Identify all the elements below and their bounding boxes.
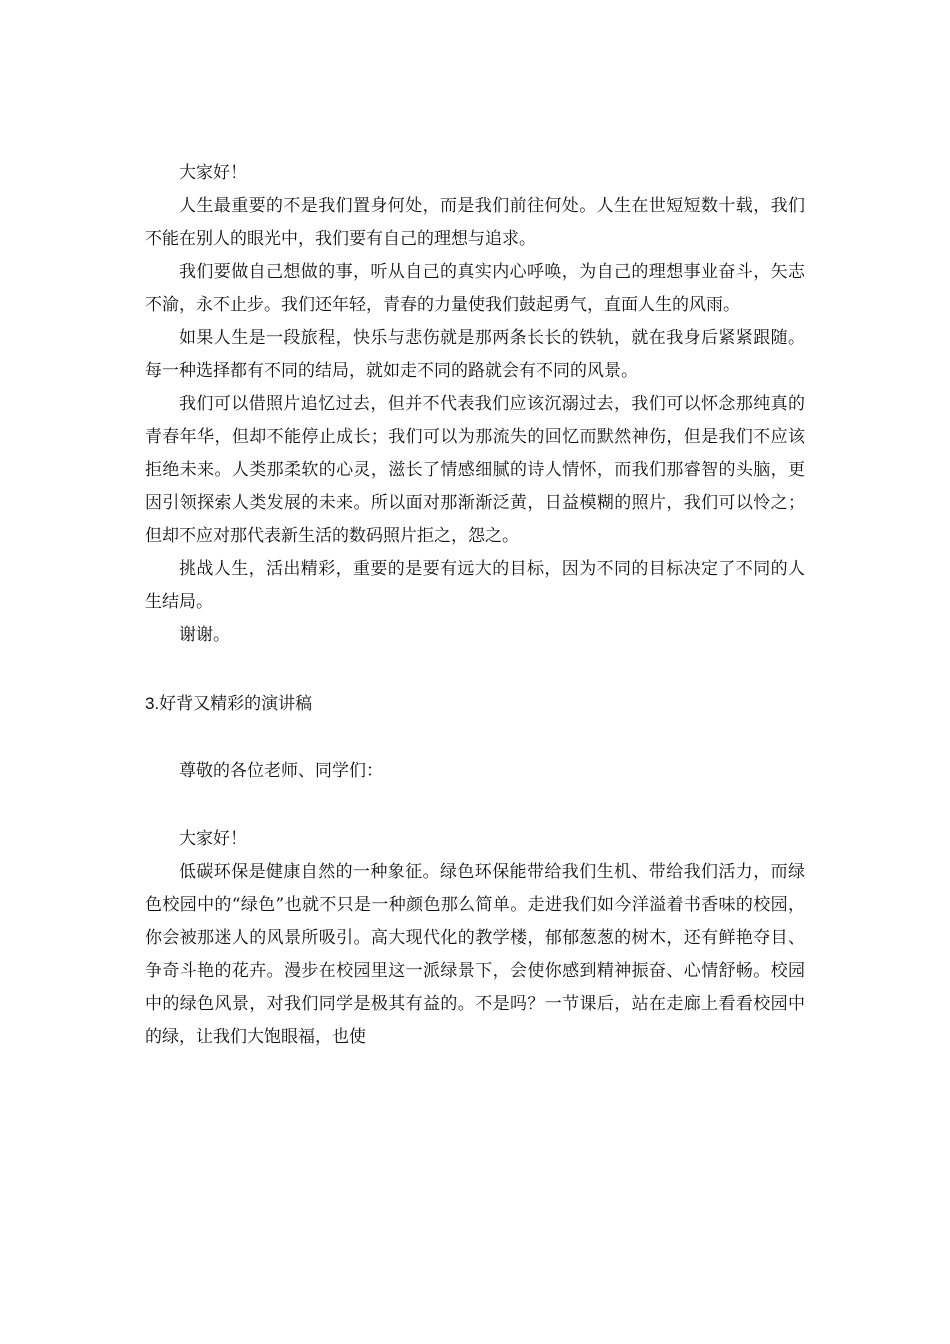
greeting: 大家好！ xyxy=(179,163,247,183)
paragraph: 低碳环保是健康自然的一种象征。绿色环保能带给我们生机、带给我们活力，而绿色校园中的“绿色”也就不只是一种颜色那么简单。走进我们如今洋溢着书香味的校园，你会被那迷人的风景所吸引。高大现代化的教学楼，郁郁葱葱的树木，还有鲜艳夺目、争奇斗艳的花卉。漫步在校园里这一派绿景下，会使你感到精神振奋、心情舒畅。校园中的绿色风景，对我们同学是极其有益的。不是吗？一节课后，站在走廊上看看校园中的绿，让我们大饱眼福，也使 xyxy=(145,862,805,1047)
paragraph: 我们可以借照片追忆过去，但并不代表我们应该沉溺过去，我们可以怀念那纯真的青春年华，但却不能停止成长；我们可以为那流失的回忆而默然神伤，但是我们不应该拒绝未来。人类那柔软的心灵，滋长了情感细腻的诗人情怀，而我们那睿智的头脑，更因引领探索人类发展的未来。所以面对那渐渐泛黄，日益模糊的照片，我们可以怜之；但却不应对那代表新生活的数码照片拒之，怨之。 xyxy=(145,394,805,546)
paragraph: 我们要做自己想做的事，听从自己的真实内心呼唤，为自己的理想事业奋斗，矢志不渝，永不止步。我们还年轻，青春的力量使我们鼓起勇气，直面人生的风雨。 xyxy=(145,262,805,315)
closing: 谢谢。 xyxy=(179,625,230,645)
paragraph: 挑战人生，活出精彩，重要的是要有远大的目标，因为不同的目标决定了不同的人生结局。 xyxy=(145,559,805,612)
salutation: 尊敬的各位老师、同学们： xyxy=(179,761,383,781)
document-body xyxy=(145,157,805,1054)
paragraph: 如果人生是一段旅程，快乐与悲伤就是那两条长长的铁轨，就在我身后紧紧跟随。每一种选择都有不同的结局，就如走不同的路就会有不同的风景。 xyxy=(145,328,805,381)
section-heading: 3.好背又精彩的演讲稿 xyxy=(145,694,313,713)
greeting: 大家好！ xyxy=(179,829,247,849)
paragraph: 人生最重要的不是我们置身何处，而是我们前往何处。人生在世短短数十载，我们不能在别人的眼光中，我们要有自己的理想与追求。 xyxy=(145,196,805,249)
